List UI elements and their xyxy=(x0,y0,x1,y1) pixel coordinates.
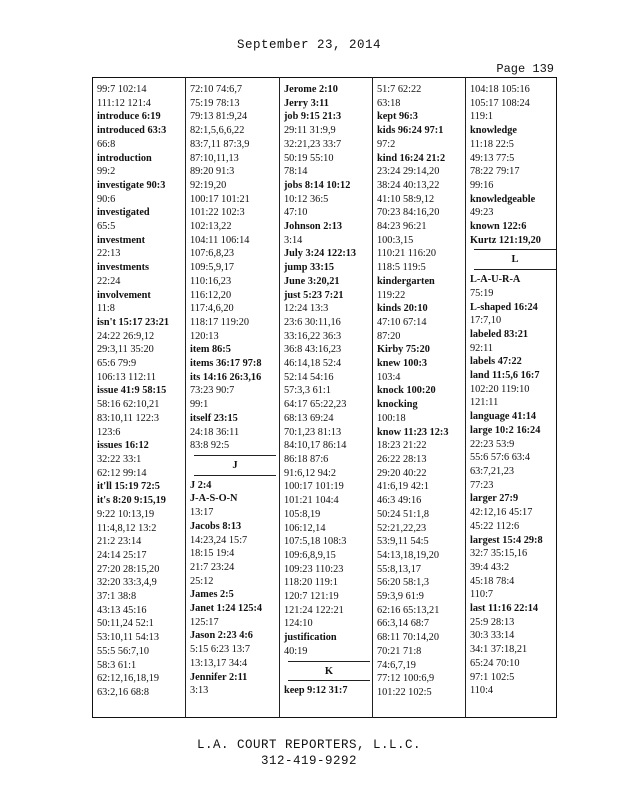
index-term: large 10:2 16:24 xyxy=(470,424,541,436)
page-line-ref: 47:10 67:14 xyxy=(377,316,427,328)
page-line-ref: 77:12 100:6,9 xyxy=(377,673,435,685)
page-line-ref: 83:10,11 122:3 xyxy=(97,412,159,424)
index-term: investigated xyxy=(97,207,150,219)
page-line-ref: 99:16 xyxy=(470,179,494,191)
page-line-ref: 41:6,19 42:1 xyxy=(377,481,430,493)
page-line-ref: 62:16 65:13,21 xyxy=(377,604,440,616)
index-column-5 xyxy=(470,83,560,698)
page-line-ref: 32:21,23 33:7 xyxy=(284,138,342,150)
page-line-ref: 123:6 xyxy=(97,426,121,438)
index-term: introduced 63:3 xyxy=(97,125,167,137)
page-line-ref: 46:3 49:16 xyxy=(377,495,422,507)
page-line-ref: 109:6,8,9,15 xyxy=(284,549,336,561)
page-line-ref: 118:20 119:1 xyxy=(284,577,338,589)
index-term: June 3:20,21 xyxy=(284,275,340,287)
page-line-ref: 18:23 21:22 xyxy=(377,440,427,452)
page-line-ref: 27:20 28:15,20 xyxy=(97,563,160,575)
page-line-ref: 75:19 78:13 xyxy=(190,97,240,109)
page-line-ref: 29:20 40:22 xyxy=(377,467,427,479)
page-line-ref: 53:10,11 54:13 xyxy=(97,632,159,644)
page-line-ref: 50:11,24 52:1 xyxy=(97,618,154,630)
page-line-ref: 29:11 31:9,9 xyxy=(284,125,336,137)
page-line-ref: 24:14 25:17 xyxy=(97,549,147,561)
section-rule xyxy=(194,475,276,476)
page-line-ref: 65:24 70:10 xyxy=(470,657,520,669)
index-term: James 2:5 xyxy=(190,589,234,601)
index-term: its 14:16 26:3,16 xyxy=(190,371,262,383)
index-term: knew 100:3 xyxy=(377,358,428,370)
page-line-ref: 49:13 77:5 xyxy=(470,152,515,164)
index-term: largest 15:4 29:8 xyxy=(470,534,543,546)
page-line-ref: 22:13 xyxy=(97,248,121,260)
page-line-ref: 55:5 56:7,10 xyxy=(97,645,150,657)
page-line-ref: 65:5 xyxy=(97,221,116,233)
page-line-ref: 99:1 xyxy=(190,399,209,411)
page-line-ref: 29:3,11 35:20 xyxy=(97,344,154,356)
page-line-ref: 99:2 xyxy=(97,166,116,178)
index-term: know 11:23 12:3 xyxy=(377,426,449,438)
index-term: Johnson 2:13 xyxy=(284,221,343,233)
section-rule xyxy=(194,455,276,456)
page-line-ref: 101:21 104:4 xyxy=(284,495,339,507)
index-term: Kurtz 121:19,20 xyxy=(470,234,541,246)
page-line-ref: 109:5,9,17 xyxy=(190,262,235,274)
page-line-ref: 66:8 xyxy=(97,138,116,150)
index-term: July 3:24 122:13 xyxy=(284,248,357,260)
index-term: jump 33:15 xyxy=(284,262,335,274)
page-line-ref: 14:23,24 15:7 xyxy=(190,534,248,546)
page-line-ref: 53:9,11 54:5 xyxy=(377,536,429,548)
index-term: job 9:15 21:3 xyxy=(284,111,342,123)
page-line-ref: 40:19 xyxy=(284,645,308,657)
page-line-ref: 9:22 10:13,19 xyxy=(97,508,155,520)
page-line-ref: 33:16,22 36:3 xyxy=(284,330,342,342)
page-line-ref: 30:3 33:14 xyxy=(470,630,515,642)
page-line-ref: 5:15 6:23 13:7 xyxy=(190,644,251,656)
page-line-ref: 42:12,16 45:17 xyxy=(470,507,533,519)
page-line-ref: 110:16,23 xyxy=(190,275,232,287)
index-column-3 xyxy=(284,83,374,698)
index-term: Janet 1:24 125:4 xyxy=(190,603,263,615)
page-line-ref: 103:4 xyxy=(377,371,401,383)
page-line-ref: 106:13 112:11 xyxy=(97,371,157,383)
page-line-ref: 55:8,13,17 xyxy=(377,563,422,575)
page-line-ref: 23:6 30:11,16 xyxy=(284,316,341,328)
page-line-ref: 97:1 102:5 xyxy=(470,671,515,683)
index-term: last 11:16 22:14 xyxy=(470,603,539,615)
page-line-ref: 110:21 116:20 xyxy=(377,248,437,260)
index-term: item 86:5 xyxy=(190,344,231,356)
page-line-ref: 39:4 43:2 xyxy=(470,561,510,573)
index-column-2 xyxy=(190,83,280,698)
page-line-ref: 3:13 xyxy=(190,685,209,697)
section-rule xyxy=(474,249,556,250)
page-line-ref: 100:17 101:21 xyxy=(190,193,250,205)
page-line-ref: 75:19 xyxy=(470,287,494,299)
page-line-ref: 104:11 106:14 xyxy=(190,234,250,246)
index-term: language 41:14 xyxy=(470,411,537,423)
index-term: L-shaped 16:24 xyxy=(470,301,538,313)
section-rule xyxy=(288,661,370,662)
index-term: it'll 15:19 72:5 xyxy=(97,481,160,493)
page-line-ref: 91:6,12 94:2 xyxy=(284,467,337,479)
page-line-ref: 24:22 26:9,12 xyxy=(97,330,155,342)
page-line-ref: 32:7 35:15,16 xyxy=(470,548,528,560)
page-line-ref: 56:20 58:1,3 xyxy=(377,577,430,589)
page-line-ref: 70:23 84:16,20 xyxy=(377,207,440,219)
page-line-ref: 102:13,22 xyxy=(190,221,232,233)
page-line-ref: 121:11 xyxy=(470,397,499,409)
page-line-ref: 11:4,8,12 13:2 xyxy=(97,522,157,534)
page-line-ref: 121:24 122:21 xyxy=(284,604,344,616)
page-line-ref: 25:12 xyxy=(190,575,214,587)
page-line-ref: 119:1 xyxy=(470,111,494,123)
section-letter: J xyxy=(232,459,238,471)
page-line-ref: 104:18 105:16 xyxy=(470,84,530,95)
page-line-ref: 13:17 xyxy=(190,507,214,519)
index-term: J-A-S-O-N xyxy=(190,493,238,505)
index-column-1 xyxy=(97,83,187,700)
page-line-ref: 89:20 91:3 xyxy=(190,166,235,178)
index-term: Jerry 3:11 xyxy=(284,97,329,109)
index-term: known 122:6 xyxy=(470,221,527,233)
page-line-ref: 73:23 90:7 xyxy=(190,385,235,397)
index-term: just 5:23 7:21 xyxy=(284,289,344,301)
page-line-ref: 51:7 62:22 xyxy=(377,84,422,95)
page-line-ref: 17:7,10 xyxy=(470,315,502,327)
page-line-ref: 106:12,14 xyxy=(284,522,326,534)
section-letter: K xyxy=(324,665,334,677)
index-term: Jacobs 8:13 xyxy=(190,520,242,532)
page-line-ref: 87:10,11,13 xyxy=(190,152,239,164)
page-line-ref: 37:1 38:8 xyxy=(97,591,137,603)
index-term: issues 16:12 xyxy=(97,440,149,452)
index-term: investments xyxy=(97,262,150,274)
page-line-ref: 58:3 61:1 xyxy=(97,659,137,671)
page-line-ref: 110:4 xyxy=(470,685,494,697)
page-line-ref: 124:10 xyxy=(284,618,313,630)
page-line-ref: 47:10 xyxy=(284,207,308,219)
index-column-4 xyxy=(377,83,467,700)
index-term: kinds 20:10 xyxy=(377,303,428,315)
page-line-ref: 77:23 xyxy=(470,479,494,491)
page-line-ref: 57:3,3 61:1 xyxy=(284,385,331,397)
index-term: knowledgeable xyxy=(470,193,536,205)
page-line-ref: 12:24 13:3 xyxy=(284,303,329,315)
page-line-ref: 65:6 79:9 xyxy=(97,358,137,370)
page-line-ref: 22:23 53:9 xyxy=(470,438,515,450)
page-line-ref: 107:6,8,23 xyxy=(190,248,235,260)
page-line-ref: 18:15 19:4 xyxy=(190,548,235,560)
page-line-ref: 62:12,16,18,19 xyxy=(97,673,160,685)
page-line-ref: 84:10,17 86:14 xyxy=(284,440,347,452)
page-line-ref: 119:22 xyxy=(377,289,406,301)
index-term: itself 23:15 xyxy=(190,412,238,424)
index-term: introduction xyxy=(97,152,152,164)
page-line-ref: 70:1,23 81:13 xyxy=(284,426,342,438)
page-line-ref: 100:3,15 xyxy=(377,234,414,246)
page-line-ref: 78:22 79:17 xyxy=(470,166,520,178)
page-line-ref: 36:8 43:16,23 xyxy=(284,344,342,356)
index-term: investment xyxy=(97,234,146,246)
page-line-ref: 34:1 37:18,21 xyxy=(470,644,528,656)
page-line-ref: 41:10 58:9,12 xyxy=(377,193,435,205)
index-term: kids 96:24 97:1 xyxy=(377,125,444,137)
index-term: kind 16:24 21:2 xyxy=(377,152,446,164)
page-line-ref: 111:12 121:4 xyxy=(97,97,151,109)
page-line-ref: 45:18 78:4 xyxy=(470,575,515,587)
page-line-ref: 22:24 xyxy=(97,275,121,287)
page-line-ref: 116:12,20 xyxy=(190,289,232,301)
index-term: issue 41:9 58:15 xyxy=(97,385,167,397)
page-line-ref: 21:2 23:14 xyxy=(97,536,142,548)
page-line-ref: 74:6,7,19 xyxy=(377,659,416,671)
page-line-ref: 99:7 102:14 xyxy=(97,84,147,95)
page-line-ref: 83:8 92:5 xyxy=(190,440,230,452)
index-term: knocking xyxy=(377,399,418,411)
page-line-ref: 50:19 55:10 xyxy=(284,152,334,164)
page-line-ref: 105:17 108:24 xyxy=(470,97,530,109)
page-line-ref: 63:18 xyxy=(377,97,401,109)
page-line-ref: 92:19,20 xyxy=(190,179,227,191)
page-line-ref: 11:18 22:5 xyxy=(470,138,514,150)
page-line-ref: 68:13 69:24 xyxy=(284,412,334,424)
index-term: involvement xyxy=(97,289,151,301)
index-term: larger 27:9 xyxy=(470,493,519,505)
page-line-ref: 120:13 xyxy=(190,330,219,342)
index-term: justification xyxy=(284,632,337,644)
index-term: introduce 6:19 xyxy=(97,111,161,123)
page-line-ref: 86:18 87:6 xyxy=(284,453,329,465)
page-line-ref: 11:8 xyxy=(97,303,115,315)
page-line-ref: 32:20 33:3,4,9 xyxy=(97,577,157,589)
index-term: L-A-U-R-A xyxy=(470,274,521,286)
page-line-ref: 24:18 36:11 xyxy=(190,426,240,438)
page-line-ref: 109:23 110:23 xyxy=(284,563,344,575)
page-line-ref: 87:20 xyxy=(377,330,401,342)
page-line-ref: 46:14,18 52:4 xyxy=(284,358,342,370)
page-line-ref: 55:6 57:6 63:4 xyxy=(470,452,531,464)
index-term: knock 100:20 xyxy=(377,385,436,397)
index-term: isn't 15:17 23:21 xyxy=(97,316,170,328)
index-term: Jennifer 2:11 xyxy=(190,671,248,683)
page-line-ref: 102:20 119:10 xyxy=(470,383,530,395)
page-line-ref: 66:3,14 68:7 xyxy=(377,618,430,630)
index-term: jobs 8:14 10:12 xyxy=(284,179,351,191)
page-line-ref: 110:7 xyxy=(470,589,494,601)
index-term: Jason 2:23 4:6 xyxy=(190,630,253,642)
page-line-ref: 100:18 xyxy=(377,412,406,424)
index-term: kindergarten xyxy=(377,275,435,287)
page-date: September 23, 2014 xyxy=(236,38,382,52)
page-line-ref: 118:17 119:20 xyxy=(190,316,250,328)
page-line-ref: 43:13 45:16 xyxy=(97,604,147,616)
page-line-ref: 21:7 23:24 xyxy=(190,561,235,573)
page-line-ref: 52:21,22,23 xyxy=(377,522,427,534)
page-line-ref: 32:22 33:1 xyxy=(97,453,142,465)
footer-phone: 312-419-9292 xyxy=(260,754,357,768)
page-line-ref: 78:14 xyxy=(284,166,308,178)
page-line-ref: 84:23 96:21 xyxy=(377,221,427,233)
index-term: labeled 83:21 xyxy=(470,328,529,340)
index-term: it's 8:20 9:15,19 xyxy=(97,495,166,507)
page-line-ref: 105:8,19 xyxy=(284,508,321,520)
page-number: Page 139 xyxy=(496,62,554,76)
page-line-ref: 23:24 29:14,20 xyxy=(377,166,440,178)
page-line-ref: 49:23 xyxy=(470,207,494,219)
page-line-ref: 79:13 81:9,24 xyxy=(190,111,248,123)
page-line-ref: 10:12 36:5 xyxy=(284,193,329,205)
page-line-ref: 120:7 121:19 xyxy=(284,591,339,603)
page-line-ref: 100:17 101:19 xyxy=(284,481,344,493)
page-line-ref: 59:3,9 61:9 xyxy=(377,591,424,603)
page-line-ref: 13:13,17 34:4 xyxy=(190,657,248,669)
page-line-ref: 63:7,21,23 xyxy=(470,465,515,477)
section-letter: L xyxy=(511,254,519,266)
index-term: kept 96:3 xyxy=(377,111,418,123)
section-rule xyxy=(474,269,556,270)
page-line-ref: 72:10 74:6,7 xyxy=(190,84,243,95)
page-line-ref: 125:17 xyxy=(190,616,219,628)
page-line-ref: 26:22 28:13 xyxy=(377,453,427,465)
footer-reporter: L.A. COURT REPORTERS, L.L.C. xyxy=(196,738,422,752)
page-line-ref: 82:1,5,6,6,22 xyxy=(190,125,245,137)
page-line-ref: 83:7,11 87:3,9 xyxy=(190,138,250,150)
page-line-ref: 3:14 xyxy=(284,234,303,246)
page-line-ref: 45:22 112:6 xyxy=(470,520,520,532)
page-line-ref: 101:22 102:3 xyxy=(190,207,245,219)
index-term: knowledge xyxy=(470,125,517,137)
index-term: keep 9:12 31:7 xyxy=(284,685,348,697)
page-line-ref: 97:2 xyxy=(377,138,396,150)
index-term: items 36:17 97:8 xyxy=(190,358,262,370)
page-line-ref: 68:11 70:14,20 xyxy=(377,632,439,644)
page-line-ref: 63:2,16 68:8 xyxy=(97,686,150,698)
page-line-ref: 52:14 54:16 xyxy=(284,371,334,383)
page-line-ref: 70:21 71:8 xyxy=(377,645,422,657)
page-line-ref: 54:13,18,19,20 xyxy=(377,549,440,561)
page-line-ref: 90:6 xyxy=(97,193,116,205)
page-line-ref: 64:17 65:22,23 xyxy=(284,399,347,411)
page-line-ref: 92:11 xyxy=(470,342,494,354)
index-term: J 2:4 xyxy=(190,479,212,491)
section-rule xyxy=(288,680,370,681)
page-line-ref: 117:4,6,20 xyxy=(190,303,234,315)
page-line-ref: 38:24 40:13,22 xyxy=(377,179,440,191)
index-term: Kirby 75:20 xyxy=(377,344,430,356)
page-line-ref: 62:12 99:14 xyxy=(97,467,147,479)
page-line-ref: 58:16 62:10,21 xyxy=(97,399,160,411)
index-term: Jerome 2:10 xyxy=(284,84,338,95)
index-term: labels 47:22 xyxy=(470,356,522,368)
index-term: land 11:5,6 16:7 xyxy=(470,370,540,382)
page-line-ref: 25:9 28:13 xyxy=(470,616,515,628)
page-line-ref: 50:24 51:1,8 xyxy=(377,508,430,520)
page-line-ref: 101:22 102:5 xyxy=(377,686,432,698)
index-term: investigate 90:3 xyxy=(97,179,166,191)
page-line-ref: 118:5 119:5 xyxy=(377,262,426,274)
page-line-ref: 107:5,18 108:3 xyxy=(284,536,347,548)
